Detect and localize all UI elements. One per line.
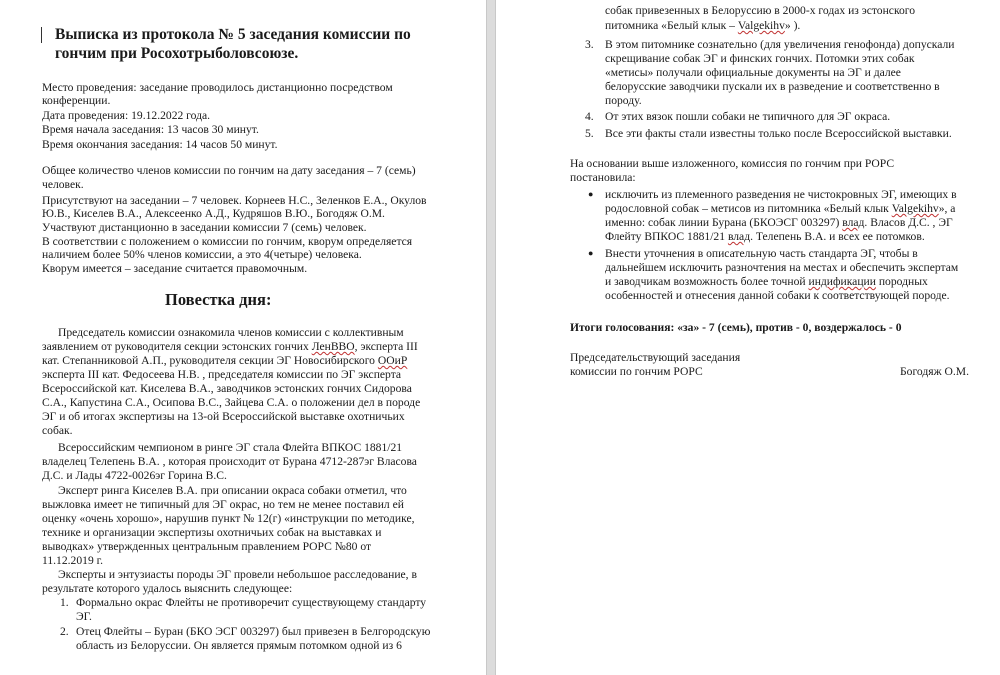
list-item-line: белорусские заводчики пускали их в разведение и соответственно в: [605, 80, 940, 93]
list-item-line: «метисы» получали официальные документы на ЭГ и далее: [605, 66, 901, 79]
bullet-line: родословной собак – метисов из питомника «Белый клык Valgekihv», а: [605, 202, 956, 215]
bullet-line: особенностей и отнесения данной собаки к соответствующей породе.: [605, 289, 950, 302]
title-line-1: Выписка из протокола № 5 заседания комиссии по: [55, 26, 411, 43]
list-item-line: питомника «Белый клык – Valgekihv» ).: [605, 19, 801, 32]
paragraph-line: собак.: [42, 424, 73, 437]
document-page-left: [0, 0, 486, 675]
paragraph-line: Всероссийским чемпионом в ринге ЭГ стала Флейта ВПКОС 1881/21: [58, 441, 403, 454]
title-line-2: гончим при Росохотрыболовсоюзе.: [55, 45, 299, 62]
bullet-line: Флейту ВПКОС 1881/21 влад. Телепень В.А. и всех ее потомков.: [605, 230, 925, 243]
bullet-line: Внести уточнения в описательную часть стандарта ЭГ, чтобы в: [605, 247, 918, 260]
text-cursor: [41, 27, 42, 43]
list-item-line: собак привезенных в Белоруссию в 2000-х годах из эстонского: [605, 4, 916, 17]
paragraph-line: выжловка имеет не типичный для ЭГ окрас, но тем не менее поставил ей: [42, 498, 404, 511]
list-item-line: ЭГ.: [76, 610, 92, 623]
decision-line: постановила:: [570, 171, 636, 184]
meta-line: Время окончания заседания: 14 часов 50 минут.: [42, 138, 278, 151]
meta-line: Время начала заседания: 13 часов 30 минут.: [42, 123, 259, 136]
signature-line: Председательствующий заседания: [570, 351, 741, 364]
meta-line: конференции.: [42, 94, 111, 107]
decision-line: На основании выше изложенного, комиссия по гончим при РОРС: [570, 157, 895, 170]
paragraph-line: Председатель комиссии ознакомила членов комиссии с коллективным: [58, 326, 404, 339]
list-item-line: породу.: [605, 94, 642, 107]
paragraph-line: заявлением от руководителя секции эстонских гончих ЛенВВО, эксперта III: [42, 340, 418, 353]
list-item-line: Формально окрас Флейты не противоречит существующему стандарту: [76, 596, 427, 609]
paragraph-line: С.А., Капустина С.А., Осипова В.С., Зайцева С.А. о положении дел в породе: [42, 396, 421, 409]
list-item-line: В этом питомнике сознательно (для увеличения генофонда) допускали: [605, 38, 955, 51]
list-number: 2.: [60, 625, 69, 638]
bullet-line: исключить из племенного разведения не чистокровных ЭГ, имеющих в: [605, 188, 957, 201]
list-item-line: От этих вязок пошли собаки не типичного для ЭГ окраса.: [605, 110, 891, 123]
page-separator: [486, 0, 496, 675]
paragraph-line: владелец Телепень В.А. , которая происходит от Бурана 4712-287эг Власова: [42, 455, 417, 468]
list-number: 3.: [585, 38, 594, 51]
bullet-line: и заводчикам возможность более точной индификации породных: [605, 275, 928, 288]
paragraph-line: выводках» утвержденных центральным правлением РОРС №80 от: [42, 540, 372, 553]
members-line: наличием более 50% членов комиссии, а это 4(четыре) человека.: [42, 248, 362, 261]
paragraph-line: технике и организации экспертизы охотничьих собак на выставках и: [42, 526, 382, 539]
paragraph-line: Д.С. и Лады 4722-0026эг Горина В.С.: [42, 469, 227, 482]
paragraph-line: 11.12.2019 г.: [42, 554, 103, 567]
paragraph-line: Эксперт ринга Киселев В.А. при описании окраса собаки отметил, что: [58, 484, 407, 497]
list-number: 4.: [585, 110, 594, 123]
vote-result: Итоги голосования: «за» - 7 (семь), против - 0, воздержалось - 0: [570, 321, 902, 334]
paragraph-line: Всероссийской кат. Киселева В.А., заводчиков эстонских гончих Сидорова: [42, 382, 412, 395]
members-line: В соответствии с положением о комиссии по гончим, кворум определяется: [42, 235, 413, 248]
paragraph-line: эксперта III кат. Федосеева Н.В. , председателя комиссии по ЭГ эксперта: [42, 368, 402, 381]
meta-line: Место проведения: заседание проводилось дистанционно посредством: [42, 81, 393, 94]
paragraph-line: Эксперты и энтузиасты породы ЭГ провели небольшое расследование, в: [58, 568, 417, 581]
list-item-line: область из Белоруссии. Он является прямым потомком одной из 6: [76, 639, 402, 652]
members-line: Ю.В., Киселев В.А., Алексеенко А.Д., Кудряшов В.Ю., Богодяж О.М.: [42, 207, 385, 220]
list-number: 5.: [585, 127, 594, 140]
bullet-line: именно: собак линии Бурана (БКОЭСГ 003297) влад. Власов Д.С. , ЭГ: [605, 216, 953, 229]
paragraph-line: оценку «очень хорошо», нарушив пункт № 12(г) «инструкции по методике,: [42, 512, 415, 525]
bullet-line: дальнейшем исключить разночтения на местах и обеспечить экспертам: [605, 261, 959, 274]
list-item-line: Отец Флейты – Буран (БКО ЭСГ 003297) был привезен в Белгородскую: [76, 625, 431, 638]
bullet-icon: ●: [588, 248, 594, 258]
list-item-line: Все эти факты стали известны только после Всероссийской выставки.: [605, 127, 952, 140]
members-line: Общее количество членов комиссии по гончим на дату заседания – 7 (семь): [42, 164, 416, 177]
bullet-icon: ●: [588, 189, 594, 199]
meta-line: Дата проведения: 19.12.2022 года.: [42, 109, 211, 122]
signature-line: комиссии по гончим РОРС: [570, 365, 703, 378]
signer-name: Богодяж О.М.: [900, 365, 970, 378]
members-line: человек.: [42, 178, 84, 191]
list-number: 1.: [60, 596, 69, 609]
members-line: Кворум имеется – заседание считается правомочным.: [42, 262, 308, 275]
members-line: Присутствуют на заседании – 7 человек. Корнеев Н.С., Зеленков Е.А., Окулов: [42, 194, 427, 207]
paragraph-line: кат. Степанниковой А.П., руководителя секции ЭГ Новосибирского ООиР: [42, 354, 408, 367]
document-page-right: [496, 0, 1000, 675]
members-line: Участвуют дистанционно в заседании комиссии 7 (семь) человек.: [42, 221, 367, 234]
agenda-title: Повестка дня:: [165, 290, 272, 309]
paragraph-line: результате которого удалось выяснить следующее:: [42, 582, 293, 595]
paragraph-line: ЭГ и об итогах экспертизы на 13-ой Всероссийской выставке охотничьих: [42, 410, 405, 423]
list-item-line: скрещивание собак ЭГ и финских гончих. Потомки этих собак: [605, 52, 915, 65]
